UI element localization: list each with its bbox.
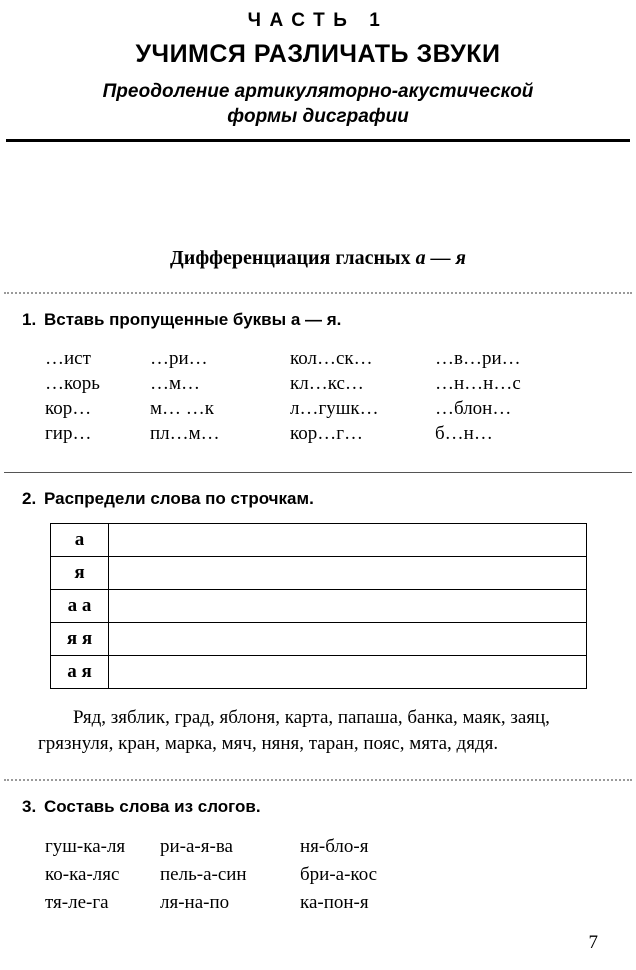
dashed-separator-1 (4, 292, 632, 294)
word-item: …в…ри… (435, 348, 521, 369)
page-header (0, 0, 636, 129)
section-heading-text: Дифференциация гласных (170, 247, 416, 269)
answer-cell[interactable] (109, 656, 587, 689)
row-label: а а (51, 590, 109, 623)
exercise3-instruction (22, 797, 636, 817)
part-title: ЧАСТЬ 1 (247, 10, 389, 31)
page-number: 7 (588, 932, 598, 953)
word-list-line-2: грязнуля, кран, марка, мяч, няня, таран, пояс, мята, дядя. (38, 733, 499, 754)
exercise2-title: Распредели слова по строчкам. (44, 489, 314, 508)
word-item: кор… (45, 398, 92, 419)
word-item: …м… (150, 373, 201, 394)
table-row (51, 524, 587, 557)
row-label: я (51, 557, 109, 590)
word-item: л…гушк… (290, 398, 379, 419)
word-item: м… …к (150, 398, 215, 419)
syllable-item: гуш-ка-ля (45, 836, 126, 857)
answer-cell[interactable] (109, 623, 587, 656)
exercise1-title: Вставь пропущенные буквы а — я. (44, 310, 342, 329)
syllable-item: пель-а-син (160, 864, 247, 885)
word-item: кл…кс… (290, 373, 364, 394)
word-item: кол…ск… (290, 348, 373, 369)
syllable-item: ко-ка-ляс (45, 864, 120, 885)
table-row (51, 656, 587, 689)
exercise2-instruction (22, 489, 636, 509)
page-title: УЧИМСЯ РАЗЛИЧАТЬ ЗВУКИ (135, 40, 501, 68)
syllable-item: бри-а-кос (300, 864, 378, 885)
exercise2-word-list (38, 705, 606, 757)
section-heading (0, 247, 636, 270)
word-item: …ист (45, 348, 91, 369)
exercise3-number: 3. (22, 797, 37, 816)
word-item: б…н… (435, 423, 493, 444)
section-heading-letters: а — я (415, 247, 466, 269)
exercise3-title: Составь слова из слогов. (44, 797, 261, 816)
subtitle-line-1: Преодоление артикуляторно-акустической (102, 81, 534, 102)
subtitle-line-2: формы дисграфии (227, 106, 409, 127)
syllable-item: ня-бло-я (300, 836, 369, 857)
exercise3-syllables (45, 833, 636, 917)
syllable-item: ка-пон-я (300, 892, 369, 913)
table-row (51, 623, 587, 656)
row-label: а я (51, 656, 109, 689)
exercise1-instruction (22, 310, 636, 330)
syllable-item: ля-на-по (160, 892, 230, 913)
exercise1-number: 1. (22, 310, 37, 329)
syllable-item: тя-ле-га (45, 892, 109, 913)
solid-separator (4, 472, 632, 473)
row-label: а (51, 524, 109, 557)
word-item: …н…н…с (435, 373, 521, 394)
header-rule (6, 139, 630, 142)
dashed-separator-2 (4, 779, 632, 781)
word-item: …корь (45, 373, 100, 394)
word-item: кор…г… (290, 423, 364, 444)
exercise1-words (45, 346, 636, 446)
answer-cell[interactable] (109, 524, 587, 557)
word-item: …блон… (435, 398, 512, 419)
table-row (51, 557, 587, 590)
exercise2-number: 2. (22, 489, 37, 508)
syllable-item: ри-а-я-ва (160, 836, 233, 857)
sorting-table (50, 523, 587, 689)
word-item: …ри… (150, 348, 208, 369)
table-row (51, 590, 587, 623)
word-item: пл…м… (150, 423, 220, 444)
subtitle (0, 79, 636, 129)
word-item: гир… (45, 423, 92, 444)
answer-cell[interactable] (109, 590, 587, 623)
row-label: я я (51, 623, 109, 656)
answer-cell[interactable] (109, 557, 587, 590)
word-list-line-1: Ряд, зяблик, град, яблоня, карта, папаша, банка, маяк, заяц, (73, 707, 550, 728)
